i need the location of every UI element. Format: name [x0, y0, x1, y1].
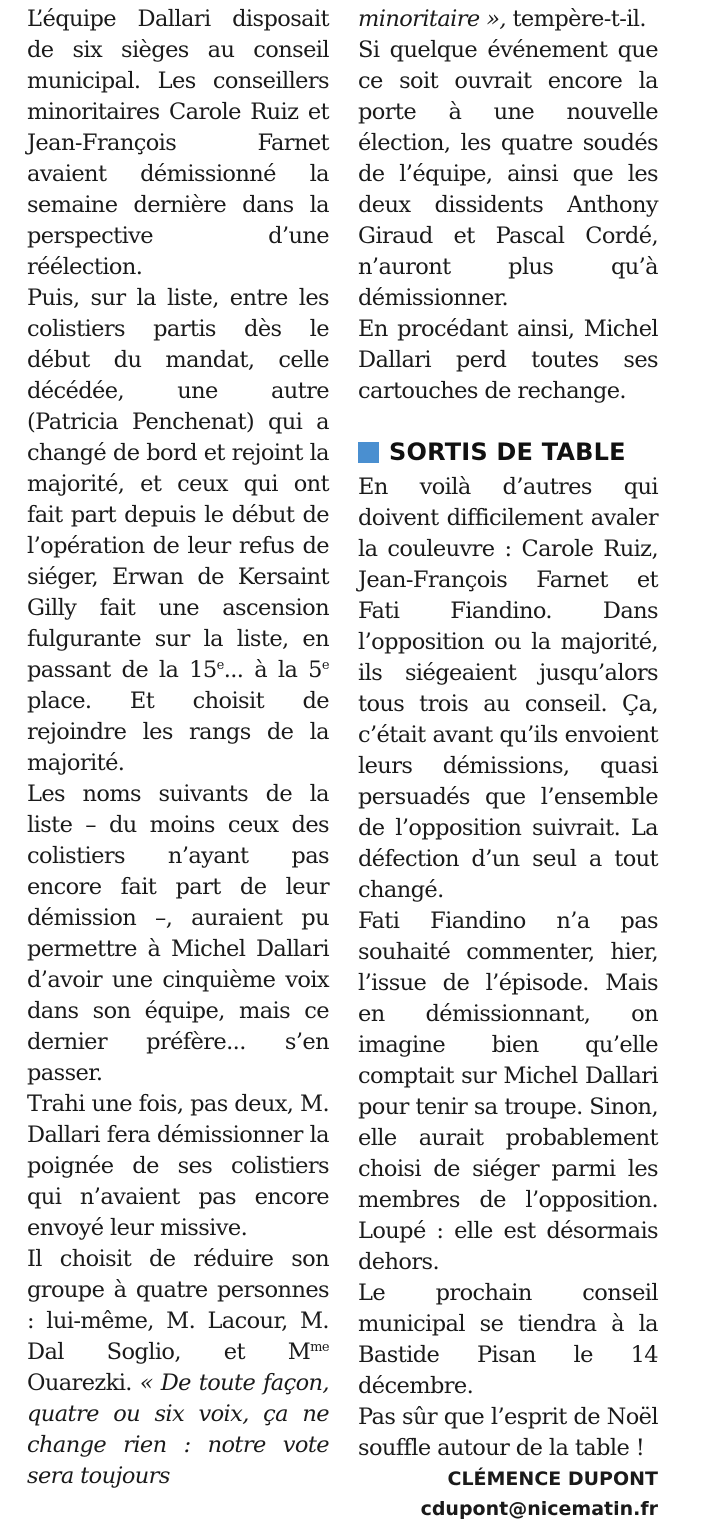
paragraph: Si quelque événement que ce soit ouvrait encore la porte à une nouvelle élection, les quatre soudés de l’équipe, ainsi que les deux dissidents Anthony Giraud et Pascal Cordé, n’auront plus qu’à démissionner. [358, 37, 658, 311]
author-email: cdupont@nicematin.fr [420, 1498, 658, 1520]
article-column-left [27, 4, 329, 1492]
paragraph: Pas sûr que l’esprit de Noël souffle autour de la table ! [358, 1404, 658, 1461]
paragraph: Fati Fiandino n’a pas souhaité commenter, hier, l’issue de l’épisode. Mais en démissionnant, on imagine bien qu’elle comptait sur Michel Dallari pour tenir sa troupe. Sinon, elle aurait probablement choisi de siéger parmi les membres de l’opposition. Loupé : elle est désormais dehors. [358, 908, 658, 1275]
paragraph: Trahi une fois, pas deux, M. Dallari fera démissionner la poignée de ses colistiers qui n’avaient pas encore envoyé leur missive. [27, 1091, 329, 1241]
square-bullet-icon [358, 442, 379, 463]
paragraph: Le prochain conseil municipal se tiendra à la Bastide Pisan le 14 décembre. [358, 1280, 658, 1399]
section-heading-text: SORTIS DE TABLE [389, 438, 626, 466]
section-heading [358, 437, 658, 468]
paragraph: Puis, sur la liste, entre les colistiers partis dès le début du mandat, celle décédée, une autre (Patricia Penchenat) qui a changé de bord et rejoint la majorité, et ceux qui ont fait part depuis le début de l’opération de leur refus de siéger, Erwan de Kersaint Gilly fait une ascension fulgurante sur la liste, en passant de la 15e... à la 5e place. Et choisit de rejoindre les rangs de la majorité. [27, 285, 329, 776]
byline [358, 1464, 658, 1524]
paragraph: L’équipe Dallari disposait de six sièges au conseil municipal. Les conseillers minoritaires Carole Ruiz et Jean-François Farnet avaient démissionné la semaine dernière dans la perspective d’une réélection. [27, 6, 329, 280]
quote: « De toute façon, quatre ou six voix, ça ne change rien : notre vote sera toujours [27, 1370, 329, 1489]
paragraph: Les noms suivants de la liste – du moins ceux des colistiers n’ayant pas encore fait part de leur démission –, auraient pu permettre à Michel Dallari d’avoir une cinquième voix dans son équipe, mais ce dernier préfère... s’en passer. [27, 781, 329, 1086]
paragraph: En procédant ainsi, Michel Dallari perd toutes ses cartouches de rechange. [358, 316, 658, 404]
article-column-right [358, 4, 658, 1524]
quote: minoritaire », [358, 6, 506, 32]
paragraph: Il choisit de réduire son groupe à quatre personnes : lui-même, M. Lacour, M. Dal Soglio, et $M^{me}$ Ouarezki. « De toute façon, quatre ou six voix, ça ne change rien : notre vote sera toujours [27, 1246, 329, 1489]
paragraph: minoritaire », tempère-t-il. [358, 6, 646, 32]
paragraph: En voilà d’autres qui doivent difficilement avaler la couleuvre : Carole Ruiz, Jean-François Farnet et Fati Fiandino. Dans l’opposition ou la majorité, ils siégeaient jusqu’alors tous trois au conseil. Ça, c’était avant qu’ils envoient leurs démissions, quasi persuadés que l’ensemble de l’opposition suivrait. La défection d’un seul a tout changé. [358, 474, 658, 903]
author-name: CLÉMENCE DUPONT [447, 1468, 658, 1490]
